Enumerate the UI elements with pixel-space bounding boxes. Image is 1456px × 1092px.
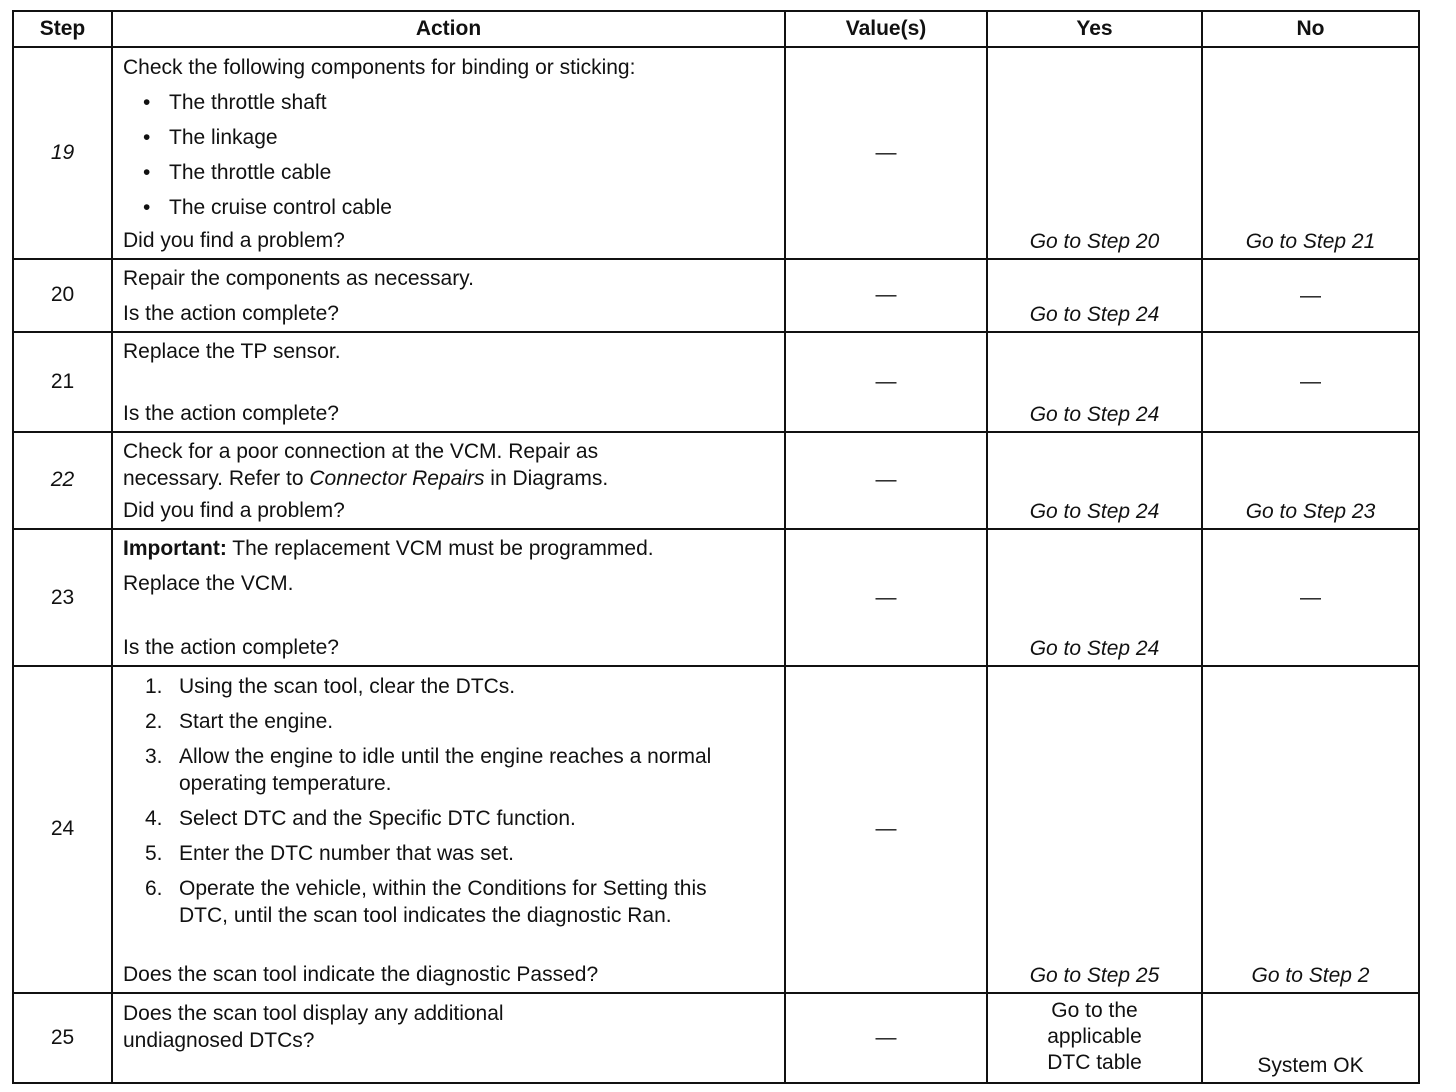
action-cell: [112, 259, 785, 331]
header-values: Value(s): [785, 11, 987, 47]
value-cell: —: [785, 332, 987, 432]
list-item: [123, 673, 784, 700]
yes-line: DTC table: [1047, 1051, 1142, 1074]
item-number: 3.: [145, 745, 163, 769]
table-row: [13, 47, 1419, 259]
action-text: Replace the VCM.: [123, 571, 294, 595]
table-row: [13, 259, 1419, 331]
list-item: • The throttle cable: [123, 159, 784, 186]
list-item: • The throttle shaft: [123, 89, 784, 116]
table-row: [13, 432, 1419, 529]
item-number: 5.: [145, 842, 163, 866]
value-cell: —: [785, 529, 987, 666]
action-text: Replace the TP sensor.: [123, 339, 341, 363]
item-number: 4.: [145, 807, 163, 831]
diagnostic-table: [12, 10, 1420, 1084]
header-no: No: [1202, 11, 1419, 47]
action-text: Does the scan tool display any additional: [123, 1001, 504, 1025]
step-number: 19: [13, 47, 112, 259]
yes-cell: Go to Step 24: [987, 432, 1202, 529]
header-yes: Yes: [987, 11, 1202, 47]
yes-cell: Go to Step 24: [987, 259, 1202, 331]
header-step: Step: [13, 11, 112, 47]
no-cell: —: [1202, 332, 1419, 432]
no-cell: —: [1202, 529, 1419, 666]
item-number: 1.: [145, 675, 163, 699]
no-cell: Go to Step 23: [1202, 432, 1419, 529]
item-text: Enter the DTC number that was set.: [179, 842, 514, 866]
action-text: Repair the components as necessary.: [123, 267, 474, 291]
action-text-line2: [123, 465, 784, 492]
important-label: Important:: [123, 536, 227, 560]
item-text: Operate the vehicle, within the Conditions for Setting this DTC, until the scan tool indicates the diagnostic Ran.: [179, 877, 707, 928]
list-item: [123, 875, 784, 929]
step-number: 23: [13, 529, 112, 666]
value-cell: —: [785, 666, 987, 993]
action-cell: [112, 529, 785, 666]
action-text-line2: undiagnosed DTCs?: [123, 1028, 315, 1052]
list-item: • The linkage: [123, 124, 784, 151]
yes-cell: Go to Step 25: [987, 666, 1202, 993]
action-cell: [112, 666, 785, 993]
item-text: Start the engine.: [179, 710, 334, 734]
action-cell: [112, 47, 785, 259]
list-item: [123, 805, 784, 832]
value-cell: —: [785, 259, 987, 331]
no-cell: Go to Step 2: [1202, 666, 1419, 993]
important-text: The replacement VCM must be programmed.: [226, 536, 654, 560]
list-item: [123, 708, 784, 735]
action-cell: [112, 432, 785, 529]
table-row: [13, 666, 1419, 993]
no-cell: System OK: [1202, 993, 1419, 1083]
item-number: 6.: [145, 877, 163, 901]
value-cell: —: [785, 432, 987, 529]
yes-line: Go to the: [1051, 999, 1138, 1022]
connector-repairs-ref: Connector Repairs: [309, 466, 485, 490]
step-number: 22: [13, 432, 112, 529]
item-text: Using the scan tool, clear the DTCs.: [179, 675, 516, 699]
action-question: Is the action complete?: [123, 301, 339, 325]
table-row: [13, 993, 1419, 1083]
action-question: Did you find a problem?: [123, 229, 345, 253]
action-question: Is the action complete?: [123, 401, 339, 425]
action-text-part: necessary. Refer to: [123, 466, 310, 490]
value-cell: —: [785, 47, 987, 259]
action-text: Check for a poor connection at the VCM. Repair as: [123, 439, 599, 463]
header-row: [13, 11, 1419, 47]
yes-cell: Go to Step 20: [987, 47, 1202, 259]
yes-cell: [987, 993, 1202, 1083]
yes-line: applicable: [1047, 1025, 1142, 1048]
table-row: [13, 529, 1419, 666]
action-text-part: in Diagrams.: [484, 466, 609, 490]
step-number: 20: [13, 259, 112, 331]
list-item: • The cruise control cable: [123, 194, 784, 221]
header-action: Action: [112, 11, 785, 47]
action-question: Is the action complete?: [123, 636, 339, 660]
table-row: [13, 332, 1419, 432]
no-cell: —: [1202, 259, 1419, 331]
value-cell: —: [785, 993, 987, 1083]
important-note: [123, 535, 784, 562]
action-cell: [112, 993, 785, 1083]
yes-cell: Go to Step 24: [987, 332, 1202, 432]
item-text: Select DTC and the Specific DTC function.: [179, 807, 576, 831]
step-number: 24: [13, 666, 112, 993]
step-number: 25: [13, 993, 112, 1083]
list-item: [123, 743, 784, 797]
yes-cell: Go to Step 24: [987, 529, 1202, 666]
step-number: 21: [13, 332, 112, 432]
list-item: [123, 840, 784, 867]
action-text: Check the following components for binding or sticking:: [123, 56, 636, 79]
action-question: Did you find a problem?: [123, 498, 345, 522]
action-question: Does the scan tool indicate the diagnostic Passed?: [123, 962, 599, 986]
item-text: Allow the engine to idle until the engine reaches a normal operating temperature.: [179, 745, 712, 796]
item-number: 2.: [145, 710, 163, 734]
no-cell: Go to Step 21: [1202, 47, 1419, 259]
action-cell: [112, 332, 785, 432]
